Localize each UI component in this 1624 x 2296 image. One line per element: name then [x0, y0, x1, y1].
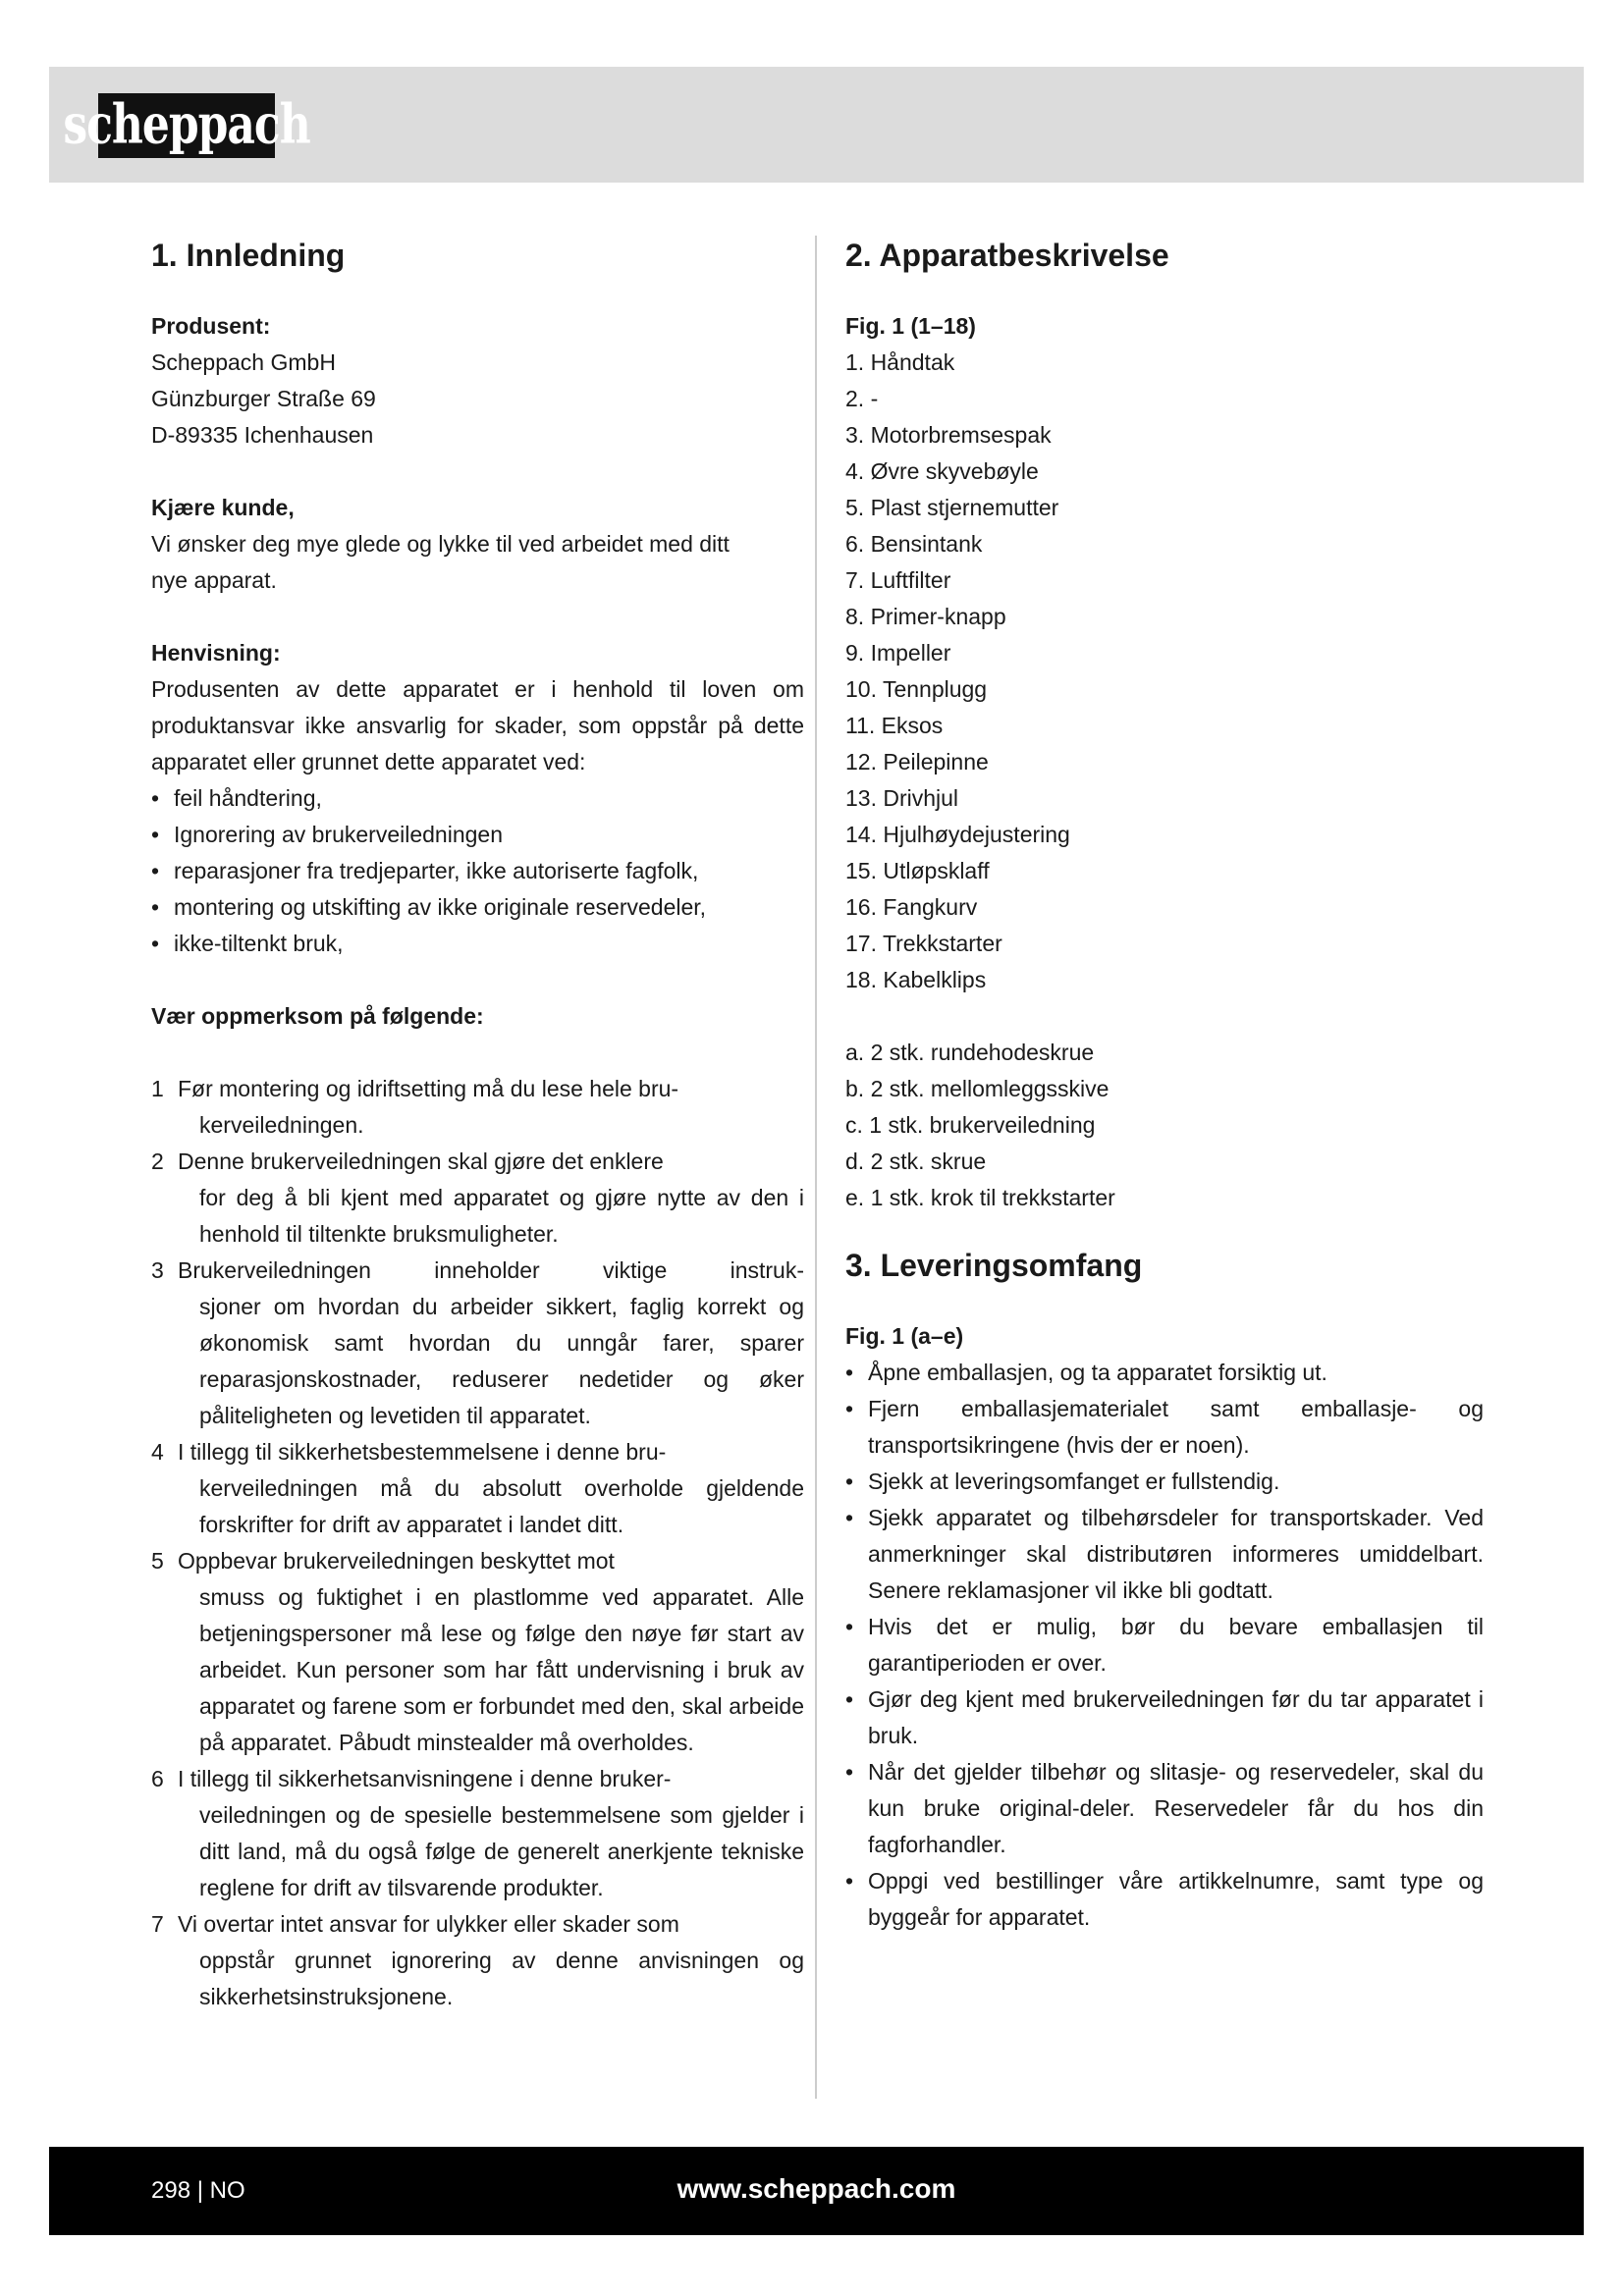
list-item: • Åpne emballasjen, og ta apparatet forsiktig ut. [845, 1360, 1327, 1385]
list-item: 9. Impeller [845, 640, 951, 666]
list-item: 1. Håndtak [845, 349, 955, 375]
list-item: • Oppgi ved bestillinger våre artikkelnumre, samt type og byggeår for apparatet. [845, 1868, 1484, 1930]
left-column [151, 236, 804, 2015]
list-item: 12. Peilepinne [845, 749, 989, 774]
right-column [845, 236, 1484, 1936]
list-item: c. 1 stk. brukerveiledning [845, 1112, 1096, 1138]
list-item: 3 Brukerveiledningen inneholder viktige instruk- sjoner om hvordan du arbeider sikkert, faglig korrekt og økonomisk samt hvordan du unngår farer, sparer reparasjonskostnader, reduserer nedetider og øker påliteligheten og levetiden til apparatet. [151, 1257, 804, 1428]
header-band [49, 67, 1584, 183]
logo-text: scheppach [63, 93, 310, 157]
delivery-bullet-list [845, 1355, 1484, 1936]
list-item: • Fjern emballasjematerialet samt emballasje- og transportsikringene (hvis der er noen). [845, 1396, 1484, 1458]
list-item: 4. Øvre skyvebøyle [845, 458, 1039, 484]
list-item: • feil håndtering, [151, 785, 322, 811]
list-item: 6 I tillegg til sikkerhetsanvisningene i denne bruker- veiledningen og de spesielle bestemmelsene som gjelder i ditt land, må du også følge de generelt anerkjente tekniske reglene for drift av tilsvarende produkter. [151, 1766, 804, 1900]
list-item: • Når det gjelder tilbehør og slitasje- og reservedeler, skal du kun bruke original-deler. Reservedeler får du hos din fagforhandler. [845, 1759, 1484, 1857]
list-item: • Ignorering av brukerveiledningen [151, 822, 503, 847]
list-item: 17. Trekkstarter [845, 931, 1002, 956]
list-item: b. 2 stk. mellomleggsskive [845, 1076, 1110, 1101]
list-item: 1 Før montering og idriftsetting må du lese hele bru- kerveiledningen. [151, 1076, 679, 1138]
list-item: 15. Utløpsklaff [845, 858, 990, 883]
fig1-label: Fig. 1 (1–18) [845, 313, 976, 339]
manufacturer-line: Scheppach GmbH [151, 349, 336, 375]
attention-numbered-list [151, 1071, 804, 2015]
list-item: 11. Eksos [845, 713, 944, 738]
notice-label: Henvisning: [151, 640, 281, 666]
list-item: 4 I tillegg til sikkerhetsbestemmelsene i denne bru- kerveiledningen må du absolutt overholde gjeldende forskrifter for drift av apparatet i landet ditt. [151, 1439, 804, 1537]
list-item: e. 1 stk. krok til trekkstarter [845, 1185, 1115, 1210]
dear-customer-text: Vi ønsker deg mye glede og lykke til ved arbeidet med ditt nye apparat. [151, 531, 730, 593]
list-item: 13. Drivhjul [845, 785, 959, 811]
attention-label: Vær oppmerksom på følgende: [151, 1003, 484, 1029]
column-divider [815, 236, 817, 2099]
manufacturer-label: Produsent: [151, 313, 271, 339]
list-item: d. 2 stk. skrue [845, 1148, 987, 1174]
list-item: 7 Vi overtar intet ansvar for ulykker eller skader som oppstår grunnet ignorering av denne anvisningen og sikkerhetsinstruksjonene. [151, 1911, 804, 2009]
list-item: • Sjekk at leveringsomfanget er fullstendig. [845, 1468, 1280, 1494]
list-item: • Gjør deg kjent med brukerveiledningen før du tar apparatet i bruk. [845, 1686, 1484, 1748]
list-item: a. 2 stk. rundehodeskrue [845, 1040, 1095, 1065]
list-item: 7. Luftfilter [845, 567, 951, 593]
list-item: 10. Tennplugg [845, 676, 988, 702]
list-item: 5 Oppbevar brukerveiledningen beskyttet mot smuss og fuktighet i en plastlomme ved apparatet. Alle betjeningspersoner må lese og følge den nøye før start av arbeidet. Kun personer som har fått undervisning i bruk av apparatet og farene som er forbundet med den, skal arbeide på apparatet. Påbudt minstealder må overholdes. [151, 1548, 804, 1755]
fig1b-label: Fig. 1 (a–e) [845, 1323, 964, 1349]
page-number: 298 | NO [151, 2177, 245, 2204]
accessories-list [845, 1035, 1484, 1216]
list-item: 2 Denne brukerveiledningen skal gjøre det enklere for deg å bli kjent med apparatet og gjøre nytte av den i henhold til tiltenkte bruksmuligheter. [151, 1148, 804, 1247]
parts-list [845, 345, 1484, 998]
list-item: 5. Plast stjernemutter [845, 495, 1059, 520]
section-2-title: 2. Apparatbeskrivelse [845, 238, 1169, 273]
list-item: 2. - [845, 386, 879, 411]
list-item: • montering og utskifting av ikke originale reservedeler, [151, 894, 707, 920]
section-1-title: 1. Innledning [151, 238, 346, 273]
list-item: 6. Bensintank [845, 531, 983, 557]
list-item: 18. Kabelklips [845, 967, 987, 992]
website-link[interactable]: www.scheppach.com [677, 2173, 956, 2204]
notice-text: Produsenten av dette apparatet er i henhold til loven om produktansvar ikke ansvarlig for skader, som oppstår på dette apparatet eller grunnet dette apparatet ved: [151, 676, 804, 774]
manufacturer-line: D-89335 Ichenhausen [151, 422, 374, 448]
list-item: 16. Fangkurv [845, 894, 978, 920]
footer-bar [49, 2147, 1584, 2235]
list-item: 14. Hjulhøydejustering [845, 822, 1070, 847]
list-item: 8. Primer-knapp [845, 604, 1006, 629]
list-item: • ikke-tiltenkt bruk, [151, 931, 344, 956]
notice-bullet-list [151, 780, 804, 962]
list-item: • Sjekk apparatet og tilbehørsdeler for transportskader. Ved anmerkninger skal distributøren informeres umiddelbart. Senere reklamasjoner vil ikke bli godtatt. [845, 1505, 1484, 1603]
manufacturer-line: Günzburger Straße 69 [151, 386, 376, 411]
section-3-title: 3. Leveringsomfang [845, 1248, 1143, 1283]
list-item: • Hvis det er mulig, bør du bevare emballasjen til garantiperioden er over. [845, 1614, 1484, 1676]
list-item: 3. Motorbremsespak [845, 422, 1052, 448]
dear-customer-label: Kjære kunde, [151, 495, 295, 520]
list-item: • reparasjoner fra tredjeparter, ikke autoriserte fagfolk, [151, 858, 699, 883]
scheppach-logo [63, 93, 310, 158]
